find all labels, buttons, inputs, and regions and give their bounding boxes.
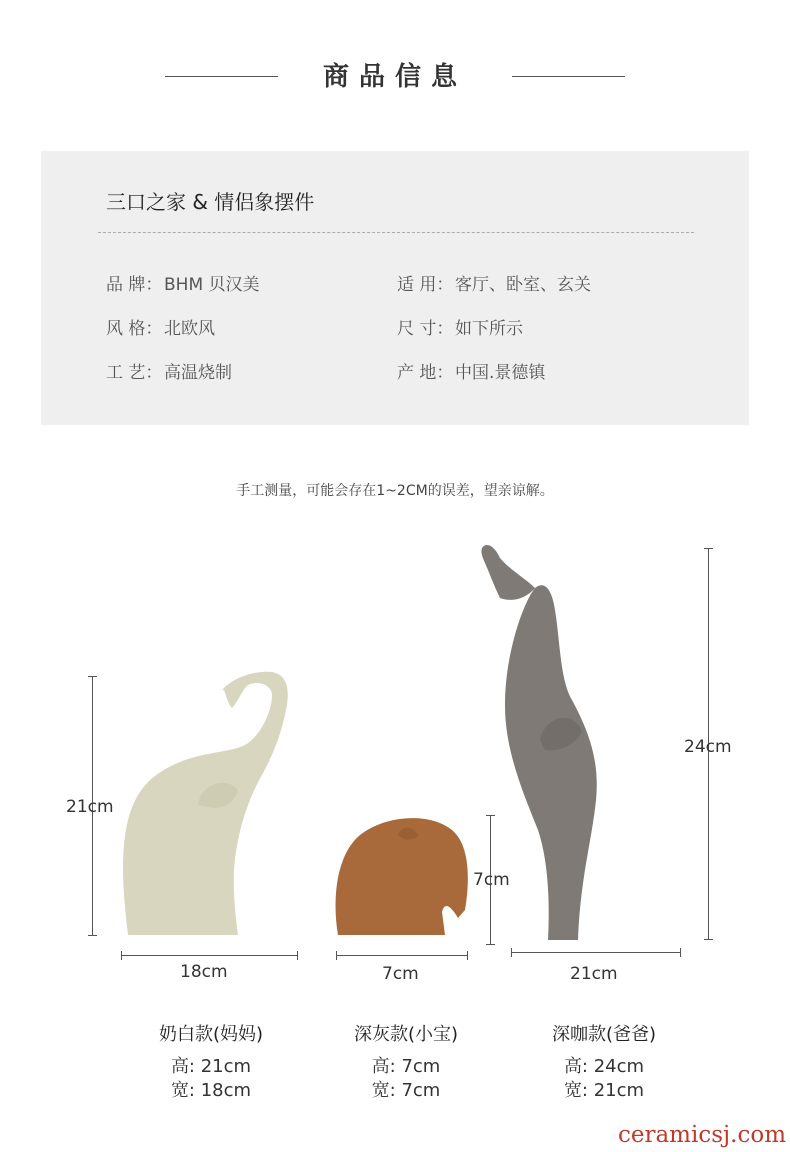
father-measurements <box>504 1055 704 1103</box>
spec-value: 高温烧制 <box>164 363 232 383</box>
watermark: ceramicsj.com <box>617 1122 786 1148</box>
product-title: 三口之家 & 情侣象摆件 <box>106 190 315 214</box>
header-line-right <box>512 76 625 77</box>
father-height-label: 24cm <box>684 737 732 757</box>
spec-key: 工 艺： <box>106 363 163 383</box>
father-elephant <box>505 585 597 940</box>
mother-height-text: 高: 21cm <box>170 1056 252 1077</box>
dim-cap <box>704 548 713 549</box>
spec-craft <box>106 358 232 383</box>
father-width-label: 21cm <box>570 964 618 984</box>
page-title: 商品信息 <box>322 62 467 92</box>
dim-cap <box>88 676 97 677</box>
baby-width-label: 7cm <box>382 964 419 984</box>
baby-height-label: 7cm <box>473 870 510 890</box>
spec-origin <box>397 358 545 383</box>
measurement-note: 手工测量，可能会存在1~2CM的误差，望亲谅解。 <box>236 483 554 499</box>
baby-measurements <box>306 1055 506 1103</box>
spec-key: 品 牌： <box>106 275 163 295</box>
dim-cap <box>297 951 298 960</box>
baby-width-line <box>336 955 468 956</box>
dim-cap <box>680 948 681 957</box>
mother-width-label: 18cm <box>180 962 228 982</box>
dim-cap <box>486 944 495 945</box>
spec-brand <box>106 270 260 295</box>
spec-key: 尺 寸： <box>397 319 454 339</box>
mother-height-label: 21cm <box>66 797 114 817</box>
elephant-figurines-photo <box>0 540 790 960</box>
spec-value: 北欧风 <box>164 319 215 339</box>
spec-size <box>397 314 523 339</box>
baby-width-text: 宽: 7cm <box>371 1080 441 1101</box>
spec-value: 中国.景德镇 <box>455 363 546 383</box>
spec-key: 风 格： <box>106 319 163 339</box>
baby-caption: 深灰款(小宝) <box>353 1024 459 1045</box>
spec-key: 适 用： <box>397 275 454 295</box>
mother-caption: 奶白款(妈妈) <box>158 1024 264 1045</box>
father-width-text: 宽: 21cm <box>563 1080 645 1101</box>
dim-cap <box>336 951 337 960</box>
dashed-divider <box>98 232 694 233</box>
dim-cap <box>704 939 713 940</box>
dim-cap <box>486 815 495 816</box>
spec-key: 产 地： <box>397 363 454 383</box>
spec-value: 如下所示 <box>455 319 523 339</box>
spec-value: BHM 贝汉美 <box>164 275 260 295</box>
spec-style <box>106 314 215 339</box>
dim-cap <box>121 951 122 960</box>
father-width-line <box>511 952 681 953</box>
father-height-text: 高: 24cm <box>563 1056 645 1077</box>
dim-cap <box>88 935 97 936</box>
mother-measurements <box>111 1055 311 1103</box>
baby-height-text: 高: 7cm <box>371 1056 441 1077</box>
mother-width-line <box>121 955 298 956</box>
spec-value: 客厅、卧室、玄关 <box>455 275 591 295</box>
spec-usage <box>397 270 591 295</box>
father-caption: 深咖款(爸爸) <box>551 1024 657 1045</box>
mother-width-text: 宽: 18cm <box>170 1080 252 1101</box>
dim-cap <box>467 951 468 960</box>
dim-cap <box>511 948 512 957</box>
